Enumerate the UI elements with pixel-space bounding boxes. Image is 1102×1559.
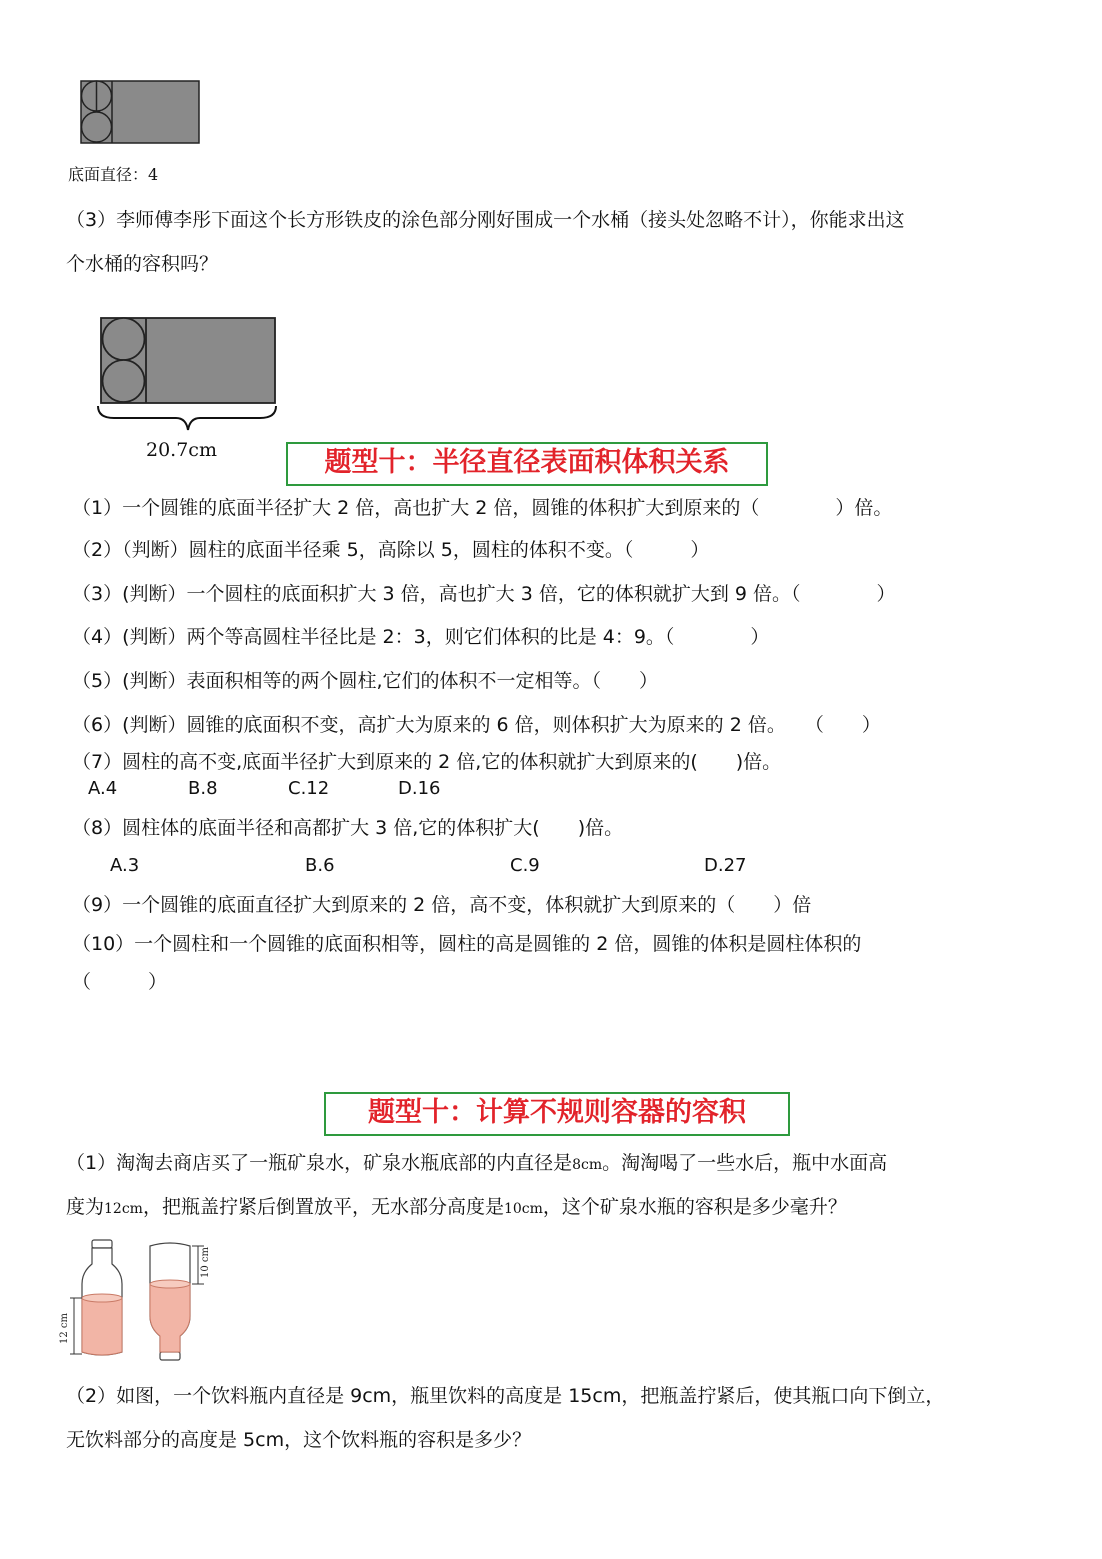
q7-option-c: C.12 xyxy=(288,778,330,799)
section-b-q1-line2 xyxy=(66,1195,847,1221)
iron-sheet-label: 20.7cm xyxy=(146,439,217,461)
iron-sheet-figure xyxy=(94,314,280,434)
q1-line2-text-c: ，这个矿泉水瓶的容积是多少毫升？ xyxy=(542,1196,847,1218)
section-a-q9: （9）一个圆锥的底面直径扩大到原来的 2 倍，高不变，体积就扩大到原来的（ ）倍 xyxy=(72,894,812,916)
top-rectangle-figure xyxy=(80,80,202,146)
section-a-q8: （8）圆柱体的底面半径和高都扩大 3 倍,它的体积扩大( )倍。 xyxy=(72,817,624,839)
section-b-q2-line1: （2）如图，一个饮料瓶内直径是 9cm，瓶里饮料的高度是 15cm，把瓶盖拧紧后，使其瓶口向下倒立， xyxy=(66,1385,945,1407)
q1-diameter-unit: 8cm xyxy=(572,1157,603,1173)
section-a-q1: （1）一个圆锥的底面半径扩大 2 倍，高也扩大 2 倍，圆锥的体积扩大到原来的（ ）倍。 xyxy=(72,497,893,519)
section-a-q2: （2）（判断）圆柱的底面半径乘 5，高除以 5，圆柱的体积不变。（ ） xyxy=(72,539,710,561)
section-b-q2-line2: 无饮料部分的高度是 5cm，这个饮料瓶的容积是多少？ xyxy=(66,1429,532,1451)
section-a-q10-line2: （ ） xyxy=(72,971,168,993)
q8-option-d: D.27 xyxy=(704,855,747,876)
section-b-title: 题型十：计算不规则容器的容积 xyxy=(324,1092,790,1136)
q8-option-c: C.9 xyxy=(510,855,540,876)
q3-prev-line2: 个水桶的容积吗？ xyxy=(66,253,219,275)
section-a-q4: （4）(判断）两个等高圆柱半径比是 2：3，则它们体积的比是 4：9。（ ） xyxy=(72,626,770,648)
section-b-q1-line1 xyxy=(66,1151,887,1177)
bottle-label-left: 12 cm xyxy=(59,1313,70,1344)
q7-option-d: D.16 xyxy=(398,778,441,799)
q8-option-b: B.6 xyxy=(305,855,335,876)
q1-line2-text-b: ，把瓶盖拧紧后倒置放平，无水部分高度是 xyxy=(142,1196,504,1218)
q1-line1-text-a: （1）淘淘去商店买了一瓶矿泉水，矿泉水瓶底部的内直径是 xyxy=(66,1152,573,1174)
q8-option-a: A.3 xyxy=(110,855,140,876)
q1-water-height-unit: 12cm xyxy=(104,1201,143,1217)
q1-line1-text-b: 。淘淘喝了一些水后，瓶中水面高 xyxy=(602,1152,888,1174)
section-a-title: 题型十：半径直径表面积体积关系 xyxy=(286,442,768,486)
q7-option-a: A.4 xyxy=(88,778,118,799)
q1-line2-text-a: 度为 xyxy=(66,1196,105,1218)
q1-empty-height-unit: 10cm xyxy=(503,1201,543,1217)
section-a-q3: （3）(判断）一个圆柱的底面积扩大 3 倍，高也扩大 3 倍，它的体积就扩大到 9 倍。（ ） xyxy=(72,583,896,605)
section-a-q6: （6）(判断）圆锥的底面积不变，高扩大为原来的 6 倍，则体积扩大为原来的 2 倍。 （ ） xyxy=(72,714,881,736)
q3-prev-line1: （3）李师傅李彤下面这个长方形铁皮的涂色部分刚好围成一个水桶（接头处忽略不计），你能求出这 xyxy=(66,209,905,231)
top-figure-caption: 底面直径：4 xyxy=(68,165,159,184)
bottle-label-right: 10 cm xyxy=(200,1247,211,1278)
section-a-q10-line1: （10）一个圆柱和一个圆锥的底面积相等，圆柱的高是圆锥的 2 倍，圆锥的体积是圆柱体积的 xyxy=(72,933,862,955)
section-a-q7: （7）圆柱的高不变,底面半径扩大到原来的 2 倍,它的体积就扩大到原来的( )倍。 xyxy=(72,751,782,773)
q7-option-b: B.8 xyxy=(188,778,218,799)
bottles-figure xyxy=(59,1236,222,1364)
section-a-q5: （5）(判断）表面积相等的两个圆柱,它们的体积不一定相等。（ ） xyxy=(72,670,659,692)
